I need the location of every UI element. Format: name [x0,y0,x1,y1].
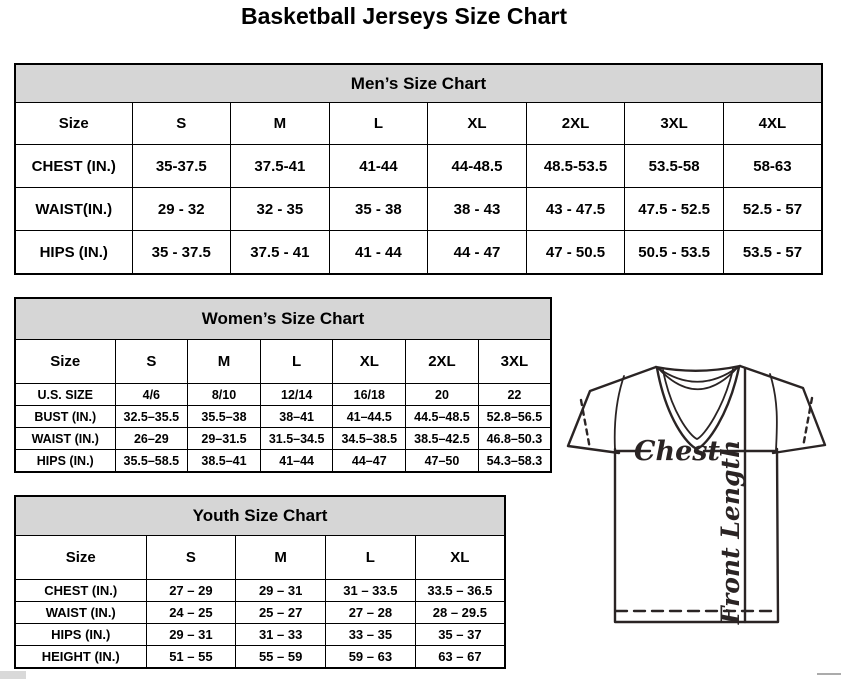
cell-value: 32.5–35.5 [115,406,188,428]
row-label: HIPS (IN.) [15,231,132,275]
jersey-measurement-diagram [556,360,843,626]
cell-value: 12/14 [260,384,333,406]
cell-value: 35 – 37 [415,624,505,646]
cell-value: 59 – 63 [326,646,416,669]
cell-value: 35.5–58.5 [115,450,188,473]
table-title: Men’s Size Chart [15,64,822,103]
cell-value: 28 – 29.5 [415,602,505,624]
cell-value: 35-37.5 [132,145,231,188]
cell-value: 41 - 44 [329,231,428,275]
table-row [15,602,505,624]
cell-value: 52.5 - 57 [723,188,822,231]
cell-value: 38–41 [260,406,333,428]
cell-value: 33 – 35 [326,624,416,646]
column-header: 3XL [478,340,551,384]
cell-value: 27 – 28 [326,602,416,624]
row-label: HIPS (IN.) [15,450,115,473]
womens-size-table [14,297,552,473]
row-label: CHEST (IN.) [15,580,146,602]
cell-value: 44.5–48.5 [406,406,479,428]
front-length-label: Front Length [716,439,745,625]
cell-value: 58-63 [723,145,822,188]
cell-value: 50.5 - 53.5 [625,231,724,275]
cell-value: 44 - 47 [428,231,527,275]
cell-value: 44-48.5 [428,145,527,188]
cell-value: 53.5-58 [625,145,724,188]
row-label: WAIST(IN.) [15,188,132,231]
jersey-right-armhole-seam [770,374,777,450]
page-title: Basketball Jerseys Size Chart [240,3,567,29]
column-header: L [260,340,333,384]
cell-value: 43 - 47.5 [526,188,625,231]
column-header: 4XL [723,103,822,145]
column-header: XL [415,536,505,580]
cell-value: 24 – 25 [146,602,236,624]
jersey-body-outline [615,449,778,622]
jersey-right-sleeve-outline [740,366,825,453]
column-header: Size [15,536,146,580]
row-label: WAIST (IN.) [15,428,115,450]
youth-size-table [14,495,506,669]
table-title: Women’s Size Chart [15,298,551,340]
cell-value: 35 - 37.5 [132,231,231,275]
cell-value: 46.8–50.3 [478,428,551,450]
cell-value: 31 – 33 [236,624,326,646]
cell-value: 44–47 [333,450,406,473]
cell-value: 41–44.5 [333,406,406,428]
cell-value: 31 – 33.5 [326,580,416,602]
table-row [15,450,551,473]
table-row [15,646,505,669]
jersey-left-armhole-seam [615,376,624,450]
cell-value: 31.5–34.5 [260,428,333,450]
cell-value: 47 - 50.5 [526,231,625,275]
cell-value: 53.5 - 57 [723,231,822,275]
column-header: M [188,340,261,384]
table-row [15,384,551,406]
cell-value: 38 - 43 [428,188,527,231]
jersey-vneck-inner [663,369,733,439]
column-header: S [146,536,236,580]
column-header: L [326,536,416,580]
cell-value: 32 - 35 [231,188,330,231]
cell-value: 48.5-53.5 [526,145,625,188]
row-label: BUST (IN.) [15,406,115,428]
cell-value: 29 - 32 [132,188,231,231]
cell-value: 29 – 31 [146,624,236,646]
column-header: XL [428,103,527,145]
cell-value: 63 – 67 [415,646,505,669]
cell-value: 41–44 [260,450,333,473]
cell-value: 20 [406,384,479,406]
cell-value: 35.5–38 [188,406,261,428]
column-header: Size [15,340,115,384]
table-row [15,231,822,275]
cell-value: 52.8–56.5 [478,406,551,428]
column-header: M [231,103,330,145]
cell-value: 26–29 [115,428,188,450]
table-row [15,428,551,450]
cell-value: 27 – 29 [146,580,236,602]
table-row [15,580,505,602]
table-row [15,406,551,428]
cell-value: 47.5 - 52.5 [625,188,724,231]
column-header: 2XL [526,103,625,145]
bottom-left-scroll-artifact [0,671,26,679]
cell-value: 29 – 31 [236,580,326,602]
column-header: M [236,536,326,580]
cell-value: 33.5 – 36.5 [415,580,505,602]
column-header: 2XL [406,340,479,384]
cell-value: 41-44 [329,145,428,188]
column-header: 3XL [625,103,724,145]
chest-label: Chest [634,436,720,467]
row-label: CHEST (IN.) [15,145,132,188]
cell-value: 16/18 [333,384,406,406]
table-row [15,188,822,231]
row-label: HIPS (IN.) [15,624,146,646]
cell-value: 35 - 38 [329,188,428,231]
cell-value: 55 – 59 [236,646,326,669]
cell-value: 38.5–41 [188,450,261,473]
mens-size-table [14,63,823,275]
cell-value: 38.5–42.5 [406,428,479,450]
table-row [15,624,505,646]
cell-value: 4/6 [115,384,188,406]
column-header: S [115,340,188,384]
bottom-right-line-artifact [817,673,841,675]
cell-value: 22 [478,384,551,406]
table-row [15,145,822,188]
cell-value: 51 – 55 [146,646,236,669]
cell-value: 25 – 27 [236,602,326,624]
column-header: L [329,103,428,145]
row-label: WAIST (IN.) [15,602,146,624]
cell-value: 54.3–58.3 [478,450,551,473]
column-header: XL [333,340,406,384]
cell-value: 47–50 [406,450,479,473]
table-title: Youth Size Chart [15,496,505,536]
cell-value: 37.5-41 [231,145,330,188]
row-label: U.S. SIZE [15,384,115,406]
column-header: Size [15,103,132,145]
column-header: S [132,103,231,145]
cell-value: 34.5–38.5 [333,428,406,450]
row-label: HEIGHT (IN.) [15,646,146,669]
cell-value: 37.5 - 41 [231,231,330,275]
cell-value: 8/10 [188,384,261,406]
jersey-collar-top-edge [656,366,740,371]
cell-value: 29–31.5 [188,428,261,450]
